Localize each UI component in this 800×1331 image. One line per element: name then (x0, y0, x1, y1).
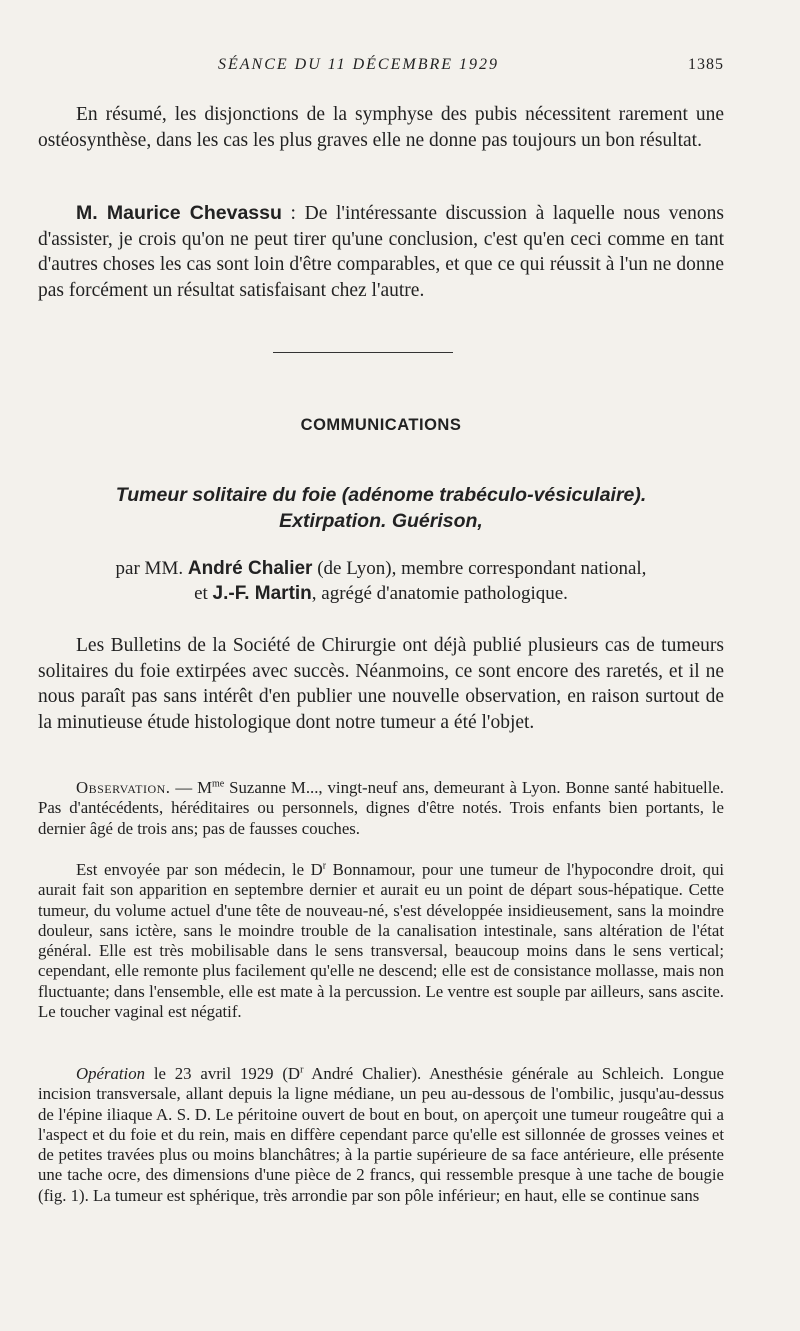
symptoms-pre: Est envoyée par son médecin, le D (76, 860, 323, 879)
observation-label: Observation. (76, 778, 171, 797)
paragraph-intro: Les Bulletins de la Société de Chirurgie ont déjà publié plusieurs cas de tumeurs solitaires du foie extirpées avec succès. Néanmoins, ce sont encore des raretés, et il ne nous paraît pas sans intérêt d'en publier une nouvelle observation, en raison surtout de la minutieuse étude histologique dont notre tumeur a été l'objet. (38, 635, 724, 733)
authors (38, 556, 724, 606)
authors-line2 (38, 581, 724, 606)
speaker-text: : De l'intéressante discussion à laquelle nous venons d'assister, je crois qu'on ne peut tirer qu'une conclusion, c'est qu'en ceci comme en tant d'autres choses les cas sont loin d'être comparables, et que ce qui réussit à l'un ne donne pas forcément un résultat satisfaisant chez l'autre. (38, 203, 724, 301)
article-title-line2: Extirpation. Guérison, (279, 510, 483, 532)
article-title (38, 482, 724, 534)
operation-pre: le 23 avril 1929 (D (145, 1064, 301, 1083)
author-affiliation-1: (de Lyon), membre correspondant national, (312, 558, 647, 579)
observation-dash: — M (170, 778, 213, 797)
authors-prefix: par MM. (115, 558, 188, 579)
speaker-name: M. Maurice Chevassu (76, 202, 282, 224)
author-affiliation-2: , agrégé d'anatomie pathologique. (311, 583, 568, 604)
paragraph-chevassu (38, 201, 724, 303)
operation-text: André Chalier). Anesthésie générale au Schleich. Longue incision transversale, allant depuis la ligne médiane, un peu au-dessous de l'ombilic, jusqu'au-dessus de l'épine iliaque A. S. D. Le péritoine ouvert de bout en bout, on aperçoit une tumeur rougeâtre qui a l'aspect et du foie et du rein, mais en diffère cependant parce qu'elle est sillonnée de grosses veines et de petites travées plus ou moins blanchâtres; à la partie supérieure de sa face antérieure, elle présente une tache ocre, des dimensions d'une pièce de 2 francs, qui ressemble presque à une tache de bougie (fig. 1). La tumeur est sphérique, très arrondie par son pôle inférieur; en haut, elle se continue sans (38, 1064, 724, 1205)
observation-text: Suzanne M..., vingt-neuf ans, demeurant à Lyon. Bonne santé habituelle. Pas d'antécédents, héréditaires ou personnels, dignes d'être notés. Trois enfants bien portants, le dernier âgé de trois ans; pas de fausses couches. (38, 778, 724, 838)
paragraph-operation (38, 1064, 724, 1206)
paragraph-observation (38, 778, 724, 839)
paragraph-symptoms (38, 860, 724, 1022)
author-name-2: J.-F. Martin (212, 583, 312, 604)
authors-conjunction: et (194, 583, 213, 604)
authors-line1 (38, 556, 724, 581)
header-title: SÉANCE DU 11 DÉCEMBRE 1929 (218, 56, 500, 73)
section-divider (273, 352, 453, 353)
article-title-line1: Tumeur solitaire du foie (adénome trabéculo-vésiculaire). (115, 484, 647, 506)
operation-label: Opération (76, 1064, 145, 1083)
operation-sup: r (300, 1064, 304, 1076)
page-number: 1385 (688, 56, 724, 73)
symptoms-text: Bonnamour, pour une tumeur de l'hypocondre droit, qui aurait fait son apparition en septembre dernier et aurait eu un point de départ sous-hépatique. Cette tumeur, du volume actuel d'une tête de nouveau-né, s'est développée insidieusement, sans la moindre douleur, sans ictère, sans le moindre trouble de la canalisation intestinale, sans altération de l'état général. Elle est très mobilisable dans le sens transversal, beaucoup moins dans le sens vertical; cependant, elle remonte plus facilement qu'elle ne descend; elle est de consistance mollasse, mais non fluctuante; dans l'ensemble, elle est mate à la percussion. Le ventre est souple par ailleurs, sans ascite. Le toucher vaginal est négatif. (38, 860, 725, 1022)
section-title: COMMUNICATIONS (300, 416, 462, 434)
observation-sup: me (212, 778, 225, 790)
author-name-1: André Chalier (187, 558, 313, 579)
running-header (38, 56, 724, 78)
symptoms-sup: r (322, 860, 327, 872)
paragraph-conclusion: En résumé, les disjonctions de la symphyse des pubis nécessitent rarement une ostéosynthèse, dans les cas les plus graves elle ne donne pas toujours un bon résultat. (38, 104, 724, 151)
